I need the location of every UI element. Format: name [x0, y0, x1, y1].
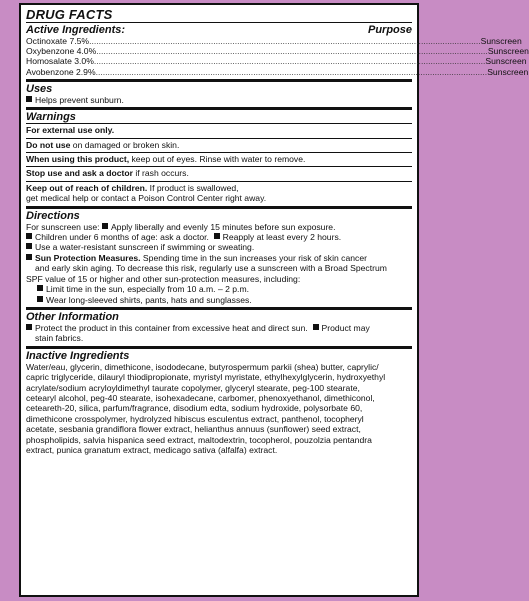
inactive-ingredients-line: phospholipids, salvia hispanica seed extract, maltodextrin, tocopherol, pouzolzia pentandra	[26, 434, 372, 445]
inactive-ingredients-line: acetate, sesbania grandiflora flower extract, helianthus annuus (sunflower) seed extract,	[26, 424, 361, 435]
bullet-square-icon	[26, 254, 32, 260]
ingredient-name: Oxybenzone 4.0%	[26, 46, 97, 57]
bullet-square-icon	[26, 324, 32, 330]
other-information-line: Protect the product in this container from excessive heat and direct sun. Product may	[26, 323, 412, 333]
other-information-line: stain fabrics.	[35, 333, 84, 344]
ingredient-name: Octinoxate 7.5%	[26, 36, 90, 46]
sun-protection-measures: Sun Protection Measures. Spending time in the sun increases your risk of skin cancer	[26, 253, 412, 263]
other-information-section	[26, 310, 412, 346]
active-ingredient-row	[26, 56, 527, 67]
active-ingredient-row	[26, 66, 529, 77]
inactive-ingredients-line: cetearyl alcohol, peg-40 stearate, isohexadecane, carbomer, phenoxyethanol, dimethiconol,	[26, 392, 375, 403]
bullet-square-icon	[37, 296, 43, 302]
directions-line: For sunscreen use: Apply liberally and evenly 15 minutes before sun exposure.	[26, 221, 336, 232]
warning-when-using: When using this product, keep out of eyes. Rinse with water to remove.	[26, 153, 412, 167]
inactive-ingredients-line: dimethicone crosspolymer, hydrolyzed hibiscus esculentus extract, panthenol, tocopheryl	[26, 413, 364, 424]
warning-external: For external use only.	[26, 124, 412, 138]
uses-section	[26, 82, 412, 107]
inactive-ingredients-heading: Inactive Ingredients	[26, 349, 130, 362]
warning-do-not-use: Do not use on damaged or broken skin.	[26, 139, 412, 153]
warnings-heading: Warnings	[26, 111, 76, 124]
sun-protection-subitem: Limit time in the sun, especially from 10 a.m. – 2 p.m.	[26, 284, 412, 294]
inactive-ingredients-line: extract, punica granatum extract, medicago sativa (alfalfa) extract.	[26, 444, 278, 455]
leader-dots: ....................................................................................................................................................................	[93, 56, 486, 67]
bullet-square-icon	[102, 223, 108, 229]
ingredient-purpose: Sunscreen	[487, 66, 529, 77]
inactive-ingredients-line: acrylate/sodium acryloyldimethyl taurate copolymer, glyceryl stearate, peg-100 stearate,	[26, 382, 360, 393]
other-information-heading: Other Information	[26, 310, 119, 323]
bullet-square-icon	[214, 233, 220, 239]
sun-protection-subitem: Wear long-sleeved shirts, pants, hats and sunglasses.	[26, 295, 412, 305]
leader-dots: ....................................................................................................................................................................	[96, 46, 488, 57]
directions-heading: Directions	[26, 209, 80, 222]
ingredient-purpose: Sunscreen	[485, 56, 527, 67]
warning-stop-use: Stop use and ask a doctor if rash occurs.	[26, 167, 412, 181]
directions-section	[26, 209, 412, 307]
drug-facts-panel	[19, 3, 529, 597]
bullet-square-icon	[26, 243, 32, 249]
drug-facts-title: DRUG FACTS	[26, 7, 113, 22]
inactive-ingredients-section	[26, 349, 412, 458]
directions-line: Use a water-resistant sunscreen if swimming or sweating.	[26, 242, 412, 252]
active-ingredient-row	[26, 46, 529, 57]
sun-protection-text: SPF value of 15 or higher and other sun-protection measures, including:	[26, 273, 301, 284]
inactive-ingredients-line: capric triglyceride, dilauryl thiodipropionate, myristyl myristate, ethylhexylglycerin, hydroxyethyl	[26, 372, 386, 383]
bullet-square-icon	[313, 324, 319, 330]
inactive-ingredients-line: ceteareth-20, silica, parfum/fragrance, disodium edta, sodium hydroxide, polysorbate 60,	[26, 403, 363, 414]
bullet-square-icon	[37, 285, 43, 291]
ingredient-purpose: Sunscreen	[487, 46, 529, 57]
directions-line: Children under 6 months of age: ask a doctor. Reapply at least every 2 hours.	[26, 232, 412, 242]
active-ingredient-row	[26, 36, 522, 46]
warnings-section	[26, 110, 412, 205]
purpose-heading: Purpose	[367, 24, 412, 36]
ingredient-name: Avobenzone 2.9%	[26, 66, 96, 77]
sun-protection-text: and early skin aging. To decrease this risk, regularly use a sunscreen with a Broad Spectrum	[35, 263, 387, 274]
leader-dots: ....................................................................................................................................................................	[89, 36, 481, 46]
leader-dots: ....................................................................................................................................................................	[95, 66, 488, 77]
bullet-square-icon	[26, 96, 32, 102]
bullet-square-icon	[26, 233, 32, 239]
uses-heading: Uses	[26, 82, 53, 95]
inactive-ingredients-line: Water/eau, glycerin, dimethicone, isododecane, butyrospermum parkii (shea) butter, caprylic/	[26, 361, 379, 372]
ingredient-purpose: Sunscreen	[480, 36, 522, 46]
active-ingredients-section	[26, 23, 529, 79]
active-ingredients-heading: Active Ingredients:	[26, 24, 126, 36]
ingredient-name: Homosalate 3.0%	[26, 56, 94, 67]
uses-item: Helps prevent sunburn.	[26, 95, 412, 105]
warning-keep-out-of-reach: Keep out of reach of children. If product is swallowed, get medical help or contact a Poison Control Center right away.	[26, 182, 267, 204]
